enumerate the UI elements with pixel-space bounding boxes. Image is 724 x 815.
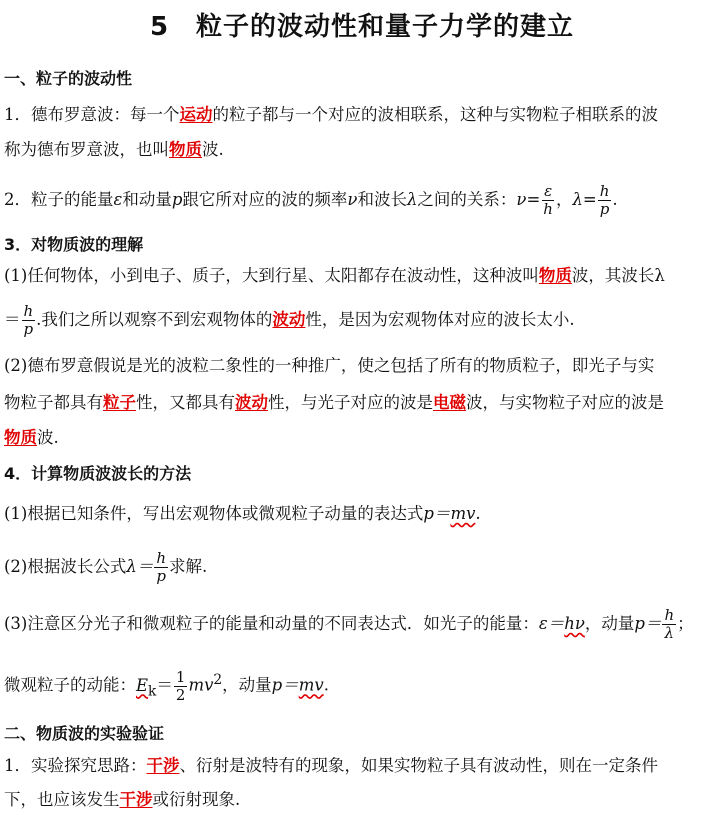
symbol: E <box>136 675 149 695</box>
text: 微观粒子的动能： <box>4 675 136 695</box>
subsection-heading-4: 4．计算物质波波长的方法 <box>4 464 192 483</box>
text: 1．实验探究思路： <box>4 756 147 775</box>
text: 之间的关系： <box>417 190 517 209</box>
text: . <box>612 190 618 209</box>
text: ，动量 <box>584 614 635 633</box>
text: 1．德布罗意波：每一个 <box>4 105 180 124</box>
item-3-2-line-2 <box>4 392 664 414</box>
fraction-numerator: h <box>23 302 34 320</box>
fraction-denominator: 2 <box>175 685 186 704</box>
answer-blank: 干涉 <box>146 756 180 775</box>
section-heading-1: 一、粒子的波动性 <box>4 69 133 88</box>
fraction-denominator: p <box>599 200 610 218</box>
text: (3)注意区分光子和微观粒子的能量和动量的不同表达式．如光子的能量： <box>4 614 539 633</box>
text: 性，与光子对应的波是 <box>268 393 433 412</box>
item-3-1-line-1 <box>4 265 665 287</box>
text: ； <box>677 614 694 633</box>
fraction-denominator: p <box>23 320 34 338</box>
fraction <box>174 669 188 704</box>
text: 波. <box>202 140 224 159</box>
text: 跟它所对应的波的频率 <box>182 190 348 209</box>
paragraph-s2-1-line-1 <box>4 755 658 777</box>
answer-blank: 波动 <box>235 393 268 412</box>
text: 求解. <box>169 557 208 576</box>
symbol: p <box>171 190 183 209</box>
item-3-1-line-2 <box>4 300 575 340</box>
symbol: ν <box>516 190 527 209</box>
symbol: ε <box>113 190 123 209</box>
item-4-2 <box>4 547 207 587</box>
text: 性，是因为宏观物体对应的波长太小. <box>305 310 575 329</box>
paragraph-1-line-2 <box>4 139 224 161</box>
text: . <box>323 675 329 695</box>
fraction <box>154 550 168 585</box>
text: ＝ <box>4 310 21 329</box>
fraction <box>662 607 676 642</box>
text: .我们之所以观察不到宏观物体的 <box>36 310 273 329</box>
text: 波. <box>37 428 59 447</box>
answer-blank: 干涉 <box>119 790 153 809</box>
subscript: k <box>148 682 157 699</box>
answer-blank: 运动 <box>179 105 213 124</box>
paragraph-s2-1-line-2 <box>4 789 240 811</box>
fraction-denominator: λ <box>664 624 675 642</box>
text: 性，又都具有 <box>136 393 235 412</box>
fraction-denominator: h <box>543 200 553 218</box>
text: 物粒子都具有 <box>4 393 103 412</box>
text: 下，也应该发生 <box>4 790 120 809</box>
text: = <box>526 190 541 209</box>
text: . <box>475 504 481 523</box>
text: (2)根据波长公式 <box>4 557 127 576</box>
formula: p＝ <box>634 614 662 633</box>
text: 和动量 <box>122 190 172 209</box>
text: 2．粒子的能量 <box>4 190 114 209</box>
formula-term: mv <box>450 504 476 523</box>
fraction-numerator: 1 <box>175 667 186 686</box>
text: 、衍射是波特有的现象，如果实物粒子具有波动性，则在一定条件 <box>179 756 658 775</box>
symbol: ν <box>347 190 358 209</box>
text: 和波长 <box>357 190 407 209</box>
item-4-1 <box>4 503 481 525</box>
subsection-heading-3: 3．对物质波的理解 <box>4 235 144 254</box>
text: 的粒子都与一个对应的波相联系，这种与实物粒子相联系的波 <box>212 105 658 124</box>
formula: λ＝ <box>126 557 154 576</box>
fraction-numerator: h <box>156 549 167 567</box>
fraction-numerator: h <box>664 606 675 624</box>
fraction <box>598 183 612 218</box>
formula: p＝ <box>423 504 451 523</box>
item-3-2-line-1: (2)德布罗意假说是光的波粒二象性的一种推广，使之包括了所有的物质粒子，即光子与实 <box>4 356 655 375</box>
formula: p＝ <box>271 675 299 695</box>
text: 波，其波长λ <box>571 266 665 285</box>
answer-blank: 粒子 <box>103 393 136 412</box>
section-heading-2: 二、物质波的实验验证 <box>4 724 165 743</box>
text: ， <box>555 190 573 209</box>
text: ，动量 <box>222 675 272 695</box>
formula: ε＝ <box>538 614 565 633</box>
fraction-numerator: h <box>599 182 610 200</box>
fraction-numerator: ε <box>544 182 553 200</box>
item-4-3 <box>4 604 694 644</box>
answer-blank: 电磁 <box>433 393 466 412</box>
answer-blank: 物质 <box>169 140 202 159</box>
formula: mv <box>188 675 214 695</box>
paragraph-1-line-1 <box>4 104 658 126</box>
symbol: λ <box>406 190 418 209</box>
paragraph-2 <box>4 180 618 220</box>
formula-term: hν <box>564 614 585 633</box>
item-3-2-line-3 <box>4 427 59 449</box>
fraction-denominator: p <box>156 567 166 585</box>
text: = <box>582 190 597 209</box>
page-title: 5 粒子的波动性和量子力学的建立 <box>149 12 575 42</box>
text: (1)任何物体，小到电子、质子，大到行星、太阳都存在波动性，这种波叫 <box>4 266 539 285</box>
text: (1)根据已知条件，写出宏观物体或微观粒子动量的表达式 <box>4 504 424 523</box>
formula-term <box>136 675 157 699</box>
symbol: λ <box>572 190 583 209</box>
text: 称为德布罗意波，也叫 <box>4 140 169 159</box>
text: 或衍射现象. <box>152 790 241 809</box>
fraction <box>22 303 36 338</box>
answer-blank: 物质 <box>4 428 37 447</box>
answer-blank: 物质 <box>538 266 572 285</box>
text: 波，与实物粒子对应的波是 <box>466 393 664 412</box>
superscript: 2 <box>213 672 223 688</box>
answer-blank: 波动 <box>272 310 306 329</box>
fraction <box>541 183 555 218</box>
text: ＝ <box>156 675 173 695</box>
formula-term: mv <box>298 675 324 695</box>
item-4-4 <box>4 660 329 711</box>
